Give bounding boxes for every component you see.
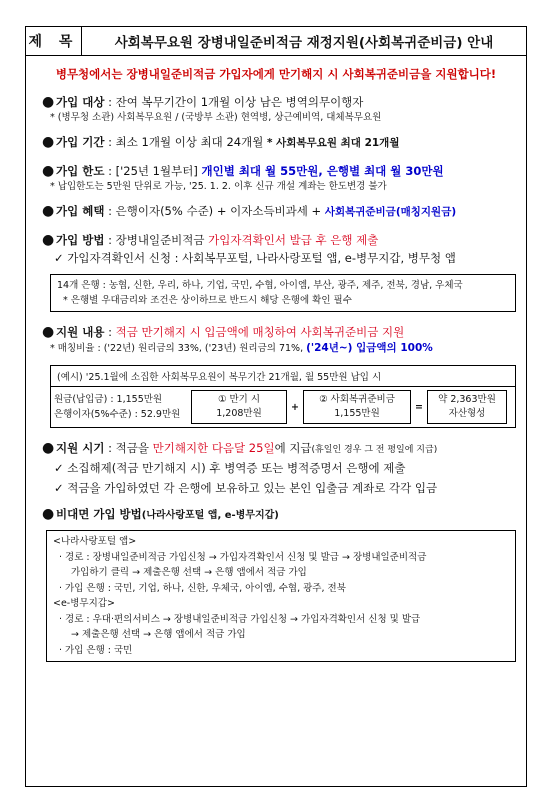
maturity-label: ① 만기 시 [217,394,261,405]
example-maturity [191,390,287,424]
app-route-1: · 경로 : 장병내일준비적금 가입신청 → 가입자격확인서 신청 및 발급 → 장병내일준비적금 [59,551,427,563]
item-text: : 최소 1개월 이상 최대 24개월 [108,135,264,149]
item-text: : 장병내일준비적금 [108,233,209,247]
item-head: 가입 대상 [56,95,105,109]
item-head: 가입 기간 [56,135,105,149]
example-table [50,365,516,428]
bullet-icon: ● [42,203,55,219]
item-limit [42,163,520,179]
item-text: : 잔여 복무기간이 1개월 이상 남은 병역의무이행자 [108,95,364,109]
item-text: : 적금을 [108,441,153,455]
example-row [51,387,515,427]
online-method-box [46,530,516,662]
bank-list-box [50,274,516,312]
item-support [42,324,520,340]
support-label: ② 사회복귀준비금 [319,394,395,405]
item-text: : ['25년 1월부터] [108,164,202,178]
check-icon: ✓ [54,481,64,495]
item-highlight: 적금 만기해지 시 입금액에 매칭하여 사회복귀준비금 지원 [115,325,405,339]
support-value: 1,155만원 [334,408,380,419]
notice-document [25,26,527,787]
bank-note: * 은행별 우대금리와 조건은 상이하므로 반드시 해당 은행에 확인 필수 [63,295,352,306]
example-principal [51,392,191,422]
title-bar [25,26,527,56]
check-text: 소집해제(적금 만기해지 시) 후 병역증 또는 병적증명서 은행에 제출 [67,461,406,475]
check-text: 적금을 가입하였던 각 은행에 보유하고 있는 본인 입출금 계좌로 각각 입금 [67,481,438,495]
item-method [42,232,520,248]
item-head: 가입 혜택 [56,204,105,218]
item-small: (휴일인 경우 그 전 평일에 지급) [311,445,438,455]
item-text: : [108,325,116,339]
item-head: 지원 시기 [56,441,105,455]
wallet-title: <e-병무지갑> [53,598,115,609]
item-note: * 납입한도는 5만원 단위로 가능, '25. 1. 2. 이후 신규 개설 계좌는 한도변경 불가 [50,181,387,192]
lead-text: 병무청에서는 장병내일준비적금 가입자에게 만기해지 시 사회복귀준비금을 지원합니다! [55,67,497,81]
bullet-icon: ● [42,440,55,456]
plus-sign: + [291,401,299,413]
check-icon: ✓ [54,461,64,475]
bullet-icon: ● [42,232,55,248]
note-text: * 매칭비율 : ('22년) 원리금의 33%, ('23년) 원리금의 71%, [50,343,307,354]
item-text: : 은행이자(5% 수준) + 이자소득비과세 + [108,204,325,218]
item-timing [42,440,520,458]
item-note [50,340,520,357]
app-route-2: 가입하기 클릭 → 제출은행 선택 → 은행 앱에서 적금 가입 [71,567,307,578]
check-text: 가입자격확인서 신청 : 사회복무포털, 나라사랑포털 앱, e-병무지갑, 병무청 앱 [67,251,456,265]
example-support [303,390,411,424]
item-highlight: 가입자격확인서 발급 후 은행 제출 [208,233,379,247]
total-label: 자산형성 [448,408,486,419]
item-text2: 에 지급 [274,441,312,455]
app-banks: · 가입 은행 : 국민, 기업, 하나, 신한, 우체국, 아이엠, 수협, 광주, 전북 [59,582,346,594]
example-total [427,390,507,424]
check-line [54,478,520,498]
item-extra: * 사회복무요원 최대 21개월 [266,137,400,149]
item-highlight: 사회복귀준비금(매칭지원금) [324,206,457,218]
check-icon: ✓ [54,251,64,265]
item-head: 가입 한도 [56,164,105,178]
bank-list: 14개 은행 : 농협, 신한, 우리, 하나, 기업, 국민, 수협, 아이엠, 부산, 광주, 제주, 전북, 경남, 우체국 [57,280,463,291]
equals-sign: = [415,401,423,413]
check-line [54,458,520,478]
interest-line: 은행이자(5%수준) : 52.9만원 [54,409,181,420]
wallet-route-1: · 경로 : 우대·편의서비스 → 장병내일준비적금 가입신청 → 가입자격확인서 신청 및 발급 [59,613,421,625]
item-highlight: 개인별 최대 월 55만원, 은행별 최대 월 30만원 [201,164,444,178]
bullet-icon: ● [42,94,55,110]
item-online [42,506,520,524]
item-highlight: 만기해지한 다음달 25일 [152,441,275,455]
total-value: 약 2,363만원 [438,394,496,405]
bullet-icon: ● [42,163,55,179]
wallet-banks: · 가입 은행 : 국민 [59,644,133,656]
bullet-icon: ● [42,506,55,522]
principal-line: 원금(납입금) : 1,155만원 [54,394,163,405]
example-head: (예시) '25.1월에 소집한 사회복무요원이 복무기간 21개월, 월 55만원 납입 시 [51,366,515,387]
bullet-icon: ● [42,324,55,340]
check-line [54,248,520,268]
item-target [42,94,520,110]
item-note: * (병무청 소관) 사회복무요원 / (국방부 소관) 현역병, 상근예비역, 대체복무요원 [50,112,382,123]
note-highlight: ('24년~) 입금액의 100% [306,342,433,354]
item-head: 비대면 가입 방법 [56,507,142,521]
maturity-value: 1,208만원 [216,408,262,419]
page-title: 사회복무요원 장병내일준비적금 재정지원(사회복귀준비금) 안내 [114,35,494,51]
wallet-route-2: → 제출은행 선택 → 은행 앱에서 적금 가입 [71,629,246,640]
item-head: 지원 내용 [56,325,105,339]
title-tag: 제 목 [26,27,82,55]
item-head-small: (나라사랑포털 앱, e-병무지갑) [141,510,279,521]
item-period [42,134,520,151]
bullet-icon: ● [42,134,55,150]
app-title: <나라사랑포털 앱> [53,536,137,547]
item-head: 가입 방법 [56,233,105,247]
content-box [25,56,527,787]
item-benefit [42,203,520,220]
